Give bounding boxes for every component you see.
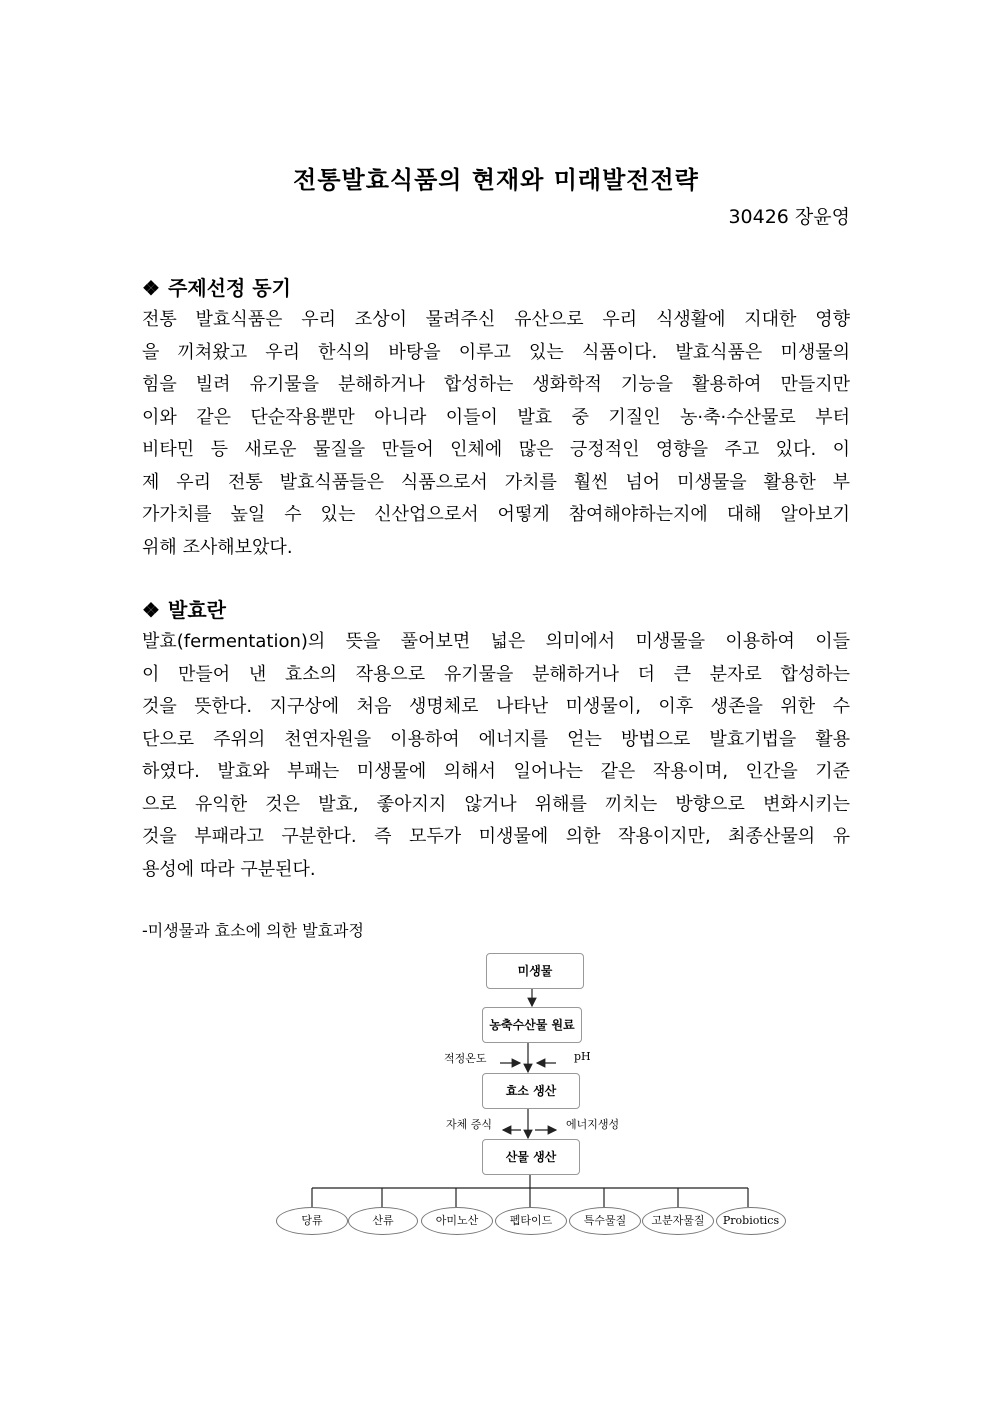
paragraph-line: 위해 조사해보았다.: [142, 536, 293, 558]
paragraph-line: 것을 뜻한다. 지구상에 처음 생명체로 나타난 미생물이, 이후 생존을 위한 수: [142, 696, 850, 717]
paragraph-line: 비타민 등 새로운 물질을 만들어 인체에 많은 긍정적인 영향을 주고 있다. 이: [142, 439, 850, 460]
product-oval: 당류: [276, 1207, 348, 1235]
product-oval: 펩타이드: [495, 1207, 567, 1235]
paragraph-line: 힘을 빌려 유기물을 분해하거나 합성하는 생화학적 기능을 활용하여 만들지만: [142, 374, 850, 395]
label-self-proliferation: 자체 증식: [446, 1118, 493, 1131]
box-microorganism: 미생물: [486, 953, 584, 989]
label-ph: pH: [574, 1050, 591, 1063]
product-oval: 고분자물질: [642, 1207, 714, 1235]
diagram-caption: -미생물과 효소에 의한 발효과정: [142, 921, 364, 940]
paragraph-line: 것을 부패라고 구분한다. 즉 모두가 미생물에 의한 작용이지만, 최종산물의 유: [142, 826, 850, 847]
author-line: 30426 장윤영: [728, 206, 850, 228]
product-oval: 아미노산: [421, 1207, 493, 1235]
diamond-bullet-icon: ❖: [142, 598, 160, 622]
product-oval: Probiotics: [716, 1207, 786, 1235]
section-heading-text: 발효란: [168, 598, 226, 622]
paragraph-line: 이와 같은 단순작용뿐만 아니라 이들이 발효 중 기질인 농·축·수산물로 부터: [142, 406, 850, 428]
paragraph-line: 으로 유익한 것은 발효, 좋아지지 않거나 위해를 끼치는 방향으로 변화시키는: [142, 793, 850, 815]
diamond-bullet-icon: ❖: [142, 276, 160, 300]
box-raw-material: 농축수산물 원료: [482, 1007, 582, 1043]
label-energy-generation: 에너지생성: [566, 1118, 620, 1131]
paragraph-line: 단으로 주위의 천연자원을 이용하여 에너지를 얻는 방법으로 발효기법을 활용: [142, 728, 850, 750]
paragraph-line: 하였다. 발효와 부패는 미생물에 의해서 일어나는 같은 작용이며, 인간을 기준: [142, 761, 850, 782]
paragraph-line: 용성에 따라 구분된다.: [142, 858, 316, 880]
box-product-production: 산물 생산: [482, 1139, 580, 1175]
paragraph-line: 가가치를 높일 수 있는 신산업으로서 어떻게 참여해야하는지에 대해 알아보기: [142, 504, 850, 525]
product-oval: 산류: [348, 1207, 418, 1235]
paragraph-line: 발효(fermentation)의 뜻을 풀어보면 넓은 의미에서 미생물을 이용하여 이들: [142, 631, 850, 652]
paragraph-line: 이 만들어 낸 효소의 작용으로 유기물을 분해하거나 더 큰 분자로 합성하는: [142, 663, 850, 685]
label-optimal-temperature: 적정온도: [444, 1052, 487, 1065]
section-heading-text: 주제선정 동기: [168, 276, 291, 300]
product-oval: 특수물질: [569, 1207, 641, 1235]
paragraph-line: 제 우리 전통 발효식품들은 식품으로서 가치를 훨씬 넘어 미생물을 활용한 부: [142, 471, 850, 493]
box-enzyme-production: 효소 생산: [482, 1073, 580, 1109]
page-title: 전통발효식품의 현재와 미래발전전략: [293, 165, 699, 194]
paragraph-line: 전통 발효식품은 우리 조상이 물려주신 유산으로 우리 식생활에 지대한 영향: [142, 309, 850, 330]
paragraph-line: 을 끼쳐왔고 우리 한식의 바탕을 이루고 있는 식품이다. 발효식품은 미생물의: [142, 341, 850, 363]
